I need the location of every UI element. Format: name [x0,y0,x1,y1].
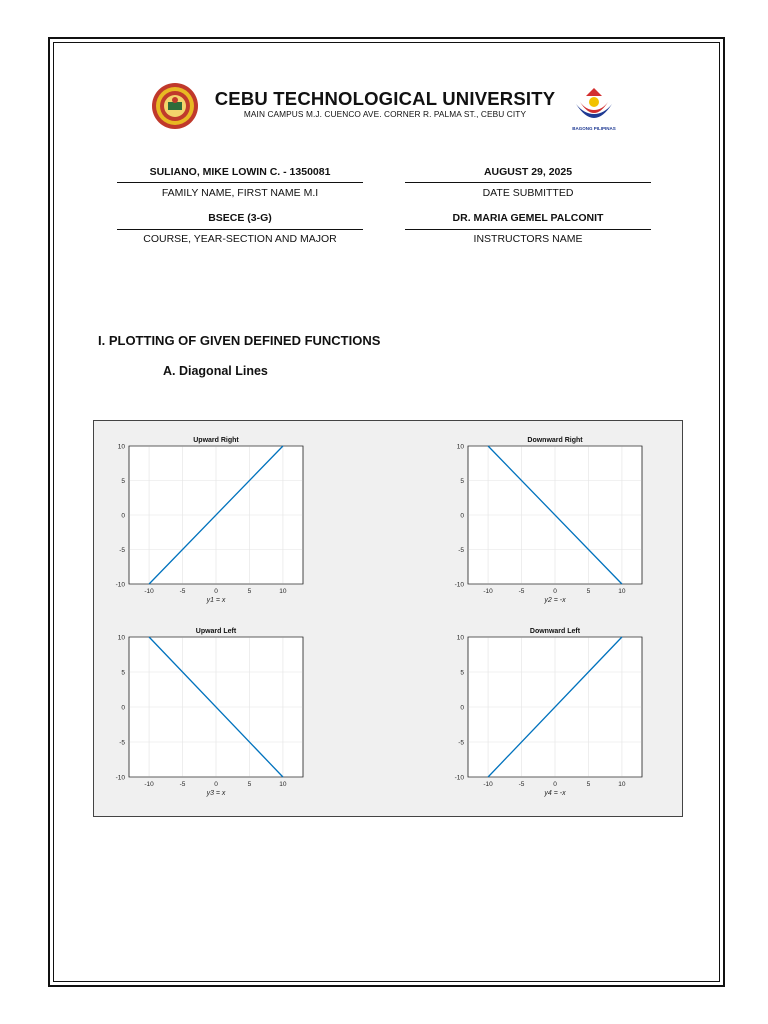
figure-canvas [94,421,684,818]
plot-1-xtick-label: 0 [214,588,218,595]
plot-2-ytick-label: 0 [460,512,464,520]
plot-1-xlabel: y1 = x [206,597,226,604]
plot-1-title: Upward Right [193,437,239,444]
plot-2-ytick-label: 5 [460,477,464,485]
university-address: MAIN CAMPUS M.J. CUENCO AVE. CORNER R. PALMA ST., CEBU CITY [243,109,527,119]
plot-1-ytick-label: 10 [117,443,125,451]
plot-3-xtick-label: 10 [279,781,287,788]
date-submitted: AUGUST 29, 2025 [483,166,573,178]
student-name-underline [117,182,363,183]
plot-2-xtick-label: 0 [553,588,557,595]
plot-2-xtick-label: -5 [518,588,525,595]
plot-3-xlabel: y3 = x [206,790,226,797]
plot-3-xtick-label: -10 [144,781,154,788]
plot-4-ytick-label: 10 [456,634,464,642]
plot-4-xtick-label: 10 [618,781,626,788]
instructor-name: DR. MARIA GEMEL PALCONIT [452,212,604,224]
bagong-pilipinas-text: BAGONG PILIPINAS [572,126,616,131]
plot-4-xtick-label: 0 [553,781,557,788]
plot-3-xtick-label: 0 [214,781,218,788]
plot-3-title: Upward Left [195,628,237,635]
plot-4-ytick-label: 5 [460,669,464,677]
plot-2-xlabel: y2 = -x [544,597,566,604]
plot-2-ytick-label: 10 [456,443,464,451]
plot-4-ytick-label: -10 [454,774,464,782]
plot-1-ytick-label: -10 [115,581,125,589]
plot-2-xtick-label: 10 [618,588,626,595]
plot-1-xtick-label: -10 [144,588,154,595]
plot-3-xtick-label: 5 [247,781,252,788]
plot-4-ytick-label: 0 [460,704,464,712]
plot-3-xtick-label: -5 [179,781,186,788]
plot-1-ytick-label: 5 [121,477,125,485]
plot-1-xtick-label: 5 [247,588,252,595]
student-name: SULIANO, MIKE LOWIN C. - 1350081 [149,166,331,178]
plot-2-ytick-label: -10 [454,581,464,589]
university-name: CEBU TECHNOLOGICAL UNIVERSITY [214,88,556,109]
plot-3-ytick-label: 0 [121,704,125,712]
sub-heading: A. Diagonal Lines [163,364,268,378]
plot-1-ytick-label: -5 [119,546,125,554]
plot-3-ytick-label: 10 [117,634,125,642]
plot-4-xlabel: y4 = -x [544,790,566,797]
plot-3-ytick-label: -10 [115,774,125,782]
course-underline [117,229,363,230]
date-caption: DATE SUBMITTED [482,187,574,199]
course-caption: COURSE, YEAR-SECTION AND MAJOR [143,233,337,245]
plot-1-xtick-label: -5 [179,588,186,595]
instructor-underline [405,229,651,230]
date-underline [405,182,651,183]
plot-2-xtick-label: 5 [586,588,591,595]
plot-3-ytick-label: 5 [121,669,125,677]
plot-4-ytick-label: -5 [458,739,464,747]
plot-4-xtick-label: -10 [483,781,493,788]
student-name-caption: FAMILY NAME, FIRST NAME M.I [161,187,319,199]
instructor-caption: INSTRUCTORS NAME [473,233,583,245]
plot-4-xtick-label: -5 [518,781,525,788]
plot-2-ytick-label: -5 [458,546,464,554]
plot-2-title: Downward Right [527,437,583,444]
plot-1-ytick-label: 0 [121,512,125,520]
matlab-figure [93,420,683,817]
section-heading: I. PLOTTING OF GIVEN DEFINED FUNCTIONS [98,333,381,348]
plot-2-xtick-label: -10 [483,588,493,595]
course: BSECE (3-G) [208,212,272,224]
plot-4-xtick-label: 5 [586,781,591,788]
plot-1-xtick-label: 10 [279,588,287,595]
university-seal-logo [151,82,199,130]
plot-3-ytick-label: -5 [119,739,125,747]
plot-4-title: Downward Left [529,628,581,635]
bagong-pilipinas-logo [566,80,622,132]
